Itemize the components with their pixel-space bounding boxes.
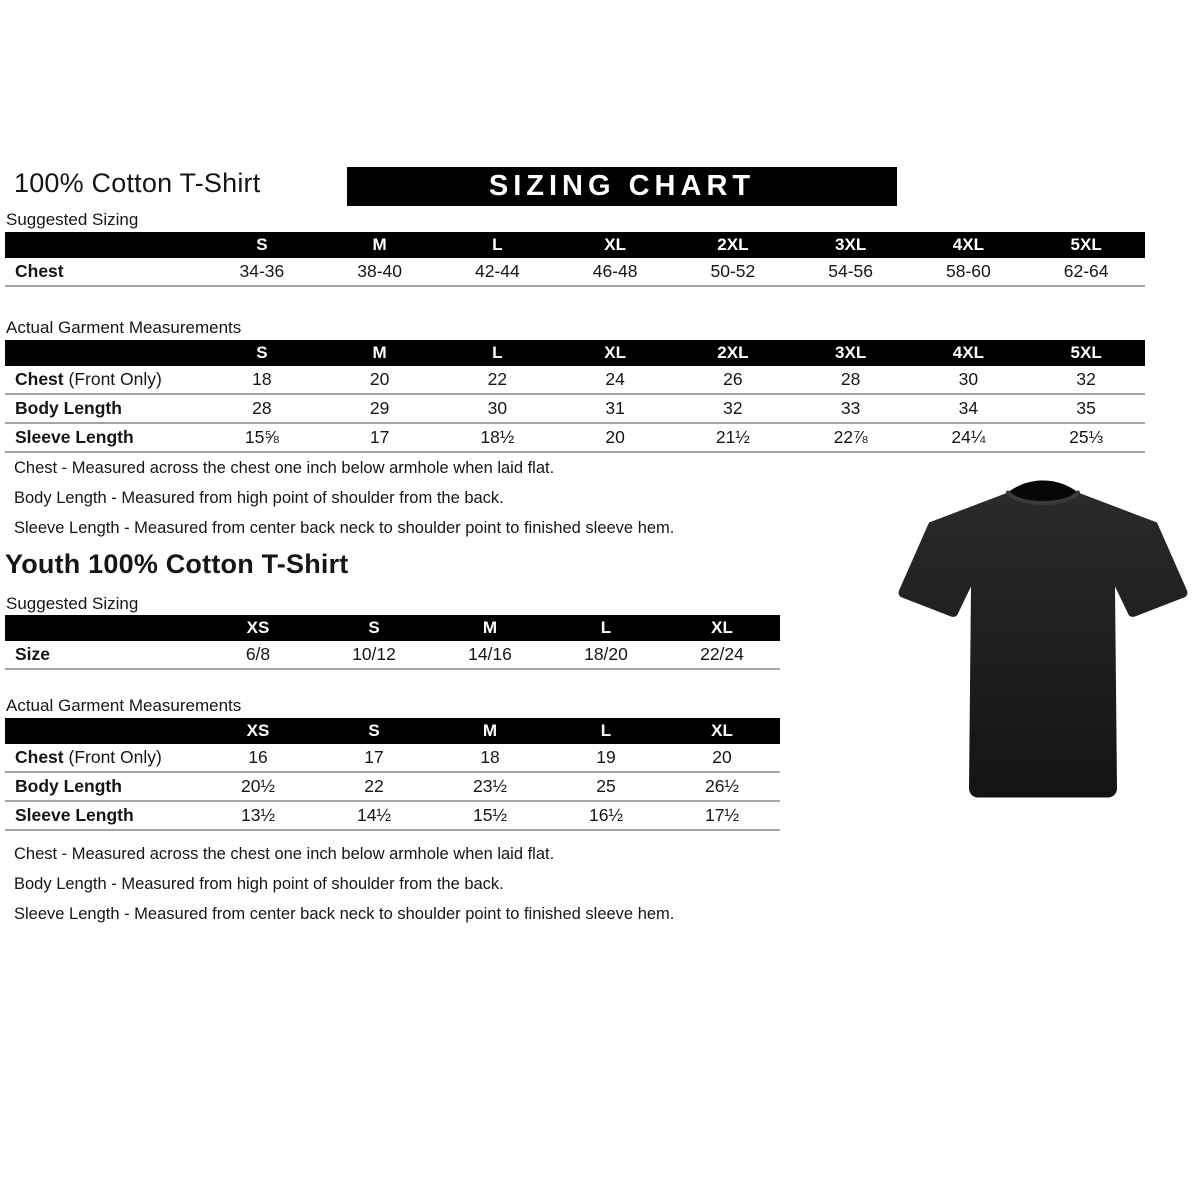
adult-suggested-table — [5, 232, 1145, 287]
table-cell: 17 — [369, 427, 390, 447]
column-header: M — [482, 721, 498, 740]
table-cell: 21½ — [715, 427, 750, 447]
adult-actual-measurements-label: Actual Garment Measurements — [6, 318, 242, 337]
column-header: S — [368, 721, 380, 740]
table-row — [5, 395, 1145, 424]
table-header-row — [5, 718, 780, 744]
table-cell: 17 — [364, 747, 384, 767]
table-cell: 34 — [958, 398, 979, 418]
black-tshirt-image — [893, 468, 1193, 823]
column-header: 3XL — [835, 235, 867, 254]
column-header: 4XL — [952, 235, 984, 254]
table-row — [5, 424, 1145, 453]
table-cell: 32 — [1076, 369, 1096, 389]
table-row — [5, 641, 780, 670]
column-header: L — [600, 618, 612, 637]
table-header-row — [5, 232, 1145, 258]
table-cell: 14½ — [356, 805, 392, 825]
table-cell: 22 — [364, 776, 384, 796]
column-header: XL — [711, 721, 733, 740]
table-cell: 18½ — [480, 427, 515, 447]
table-header-row — [5, 615, 780, 641]
page-title: 100% Cotton T-Shirt — [14, 168, 261, 198]
column-header: M — [372, 343, 387, 362]
table-cell: 18/20 — [584, 644, 628, 664]
adult-notes — [14, 459, 674, 549]
row-label: Chest (Front Only) — [15, 747, 162, 767]
table-cell: 20 — [605, 427, 625, 447]
table-cell: 17½ — [704, 805, 740, 825]
table-cell: 42-44 — [474, 261, 520, 281]
column-header: 3XL — [835, 343, 867, 362]
column-header: 4XL — [952, 343, 984, 362]
table-cell: 31 — [605, 398, 625, 418]
table-row — [5, 366, 1145, 395]
measurement-note: Sleeve Length - Measured from center back neck to shoulder point to finished sleeve hem. — [14, 519, 675, 537]
column-header: 2XL — [717, 235, 749, 254]
table-row — [5, 258, 1145, 287]
table-cell: 20½ — [240, 776, 276, 796]
table-cell: 54-56 — [828, 261, 873, 281]
table-cell: 32 — [723, 398, 743, 418]
youth-suggested-sizing-label: Suggested Sizing — [6, 594, 139, 613]
row-label: Chest — [15, 261, 64, 281]
table-cell: 22 — [487, 369, 508, 389]
table-cell: 16 — [248, 747, 268, 767]
table-row — [5, 802, 780, 831]
table-cell: 30 — [958, 369, 979, 389]
table-cell: 23½ — [472, 776, 508, 796]
table-cell: 20 — [712, 747, 732, 767]
tshirt-graphic — [893, 468, 1193, 823]
table-cell: 24 — [605, 369, 625, 389]
youth-notes — [14, 845, 674, 935]
table-cell: 30 — [487, 398, 508, 418]
column-header: M — [482, 618, 498, 637]
table-cell: 25⅓ — [1069, 427, 1104, 447]
table-cell: 15½ — [472, 805, 508, 825]
table-cell: 18 — [480, 747, 500, 767]
table-cell: 38-40 — [357, 261, 402, 281]
table-cell: 20 — [369, 369, 390, 389]
column-header: 5XL — [1070, 235, 1102, 254]
table-cell: 28 — [252, 398, 272, 418]
row-label: Sleeve Length — [15, 427, 134, 447]
measurement-note: Body Length - Measured from high point of shoulder from the back. — [14, 875, 504, 893]
adult-actual-table — [5, 340, 1145, 453]
youth-section-title: Youth 100% Cotton T-Shirt — [5, 549, 349, 579]
youth-suggested-table — [5, 615, 780, 670]
table-row — [5, 773, 780, 802]
table-cell: 22⅞ — [833, 427, 868, 447]
table-cell: 16½ — [588, 805, 624, 825]
youth-actual-table — [5, 718, 780, 831]
column-header: 2XL — [717, 343, 749, 362]
measurement-note: Chest - Measured across the chest one inch below armhole when laid flat. — [14, 845, 555, 863]
table-cell: 29 — [369, 398, 390, 418]
table-cell: 58-60 — [945, 261, 991, 281]
column-header: 5XL — [1070, 343, 1102, 362]
table-cell: 13½ — [240, 805, 276, 825]
table-cell: 35 — [1076, 398, 1096, 418]
table-cell: 15⅝ — [244, 427, 279, 447]
table-cell: 26 — [723, 369, 743, 389]
table-cell: 19 — [596, 747, 616, 767]
measurement-note: Body Length - Measured from high point of shoulder from the back. — [14, 489, 504, 507]
table-cell: 10/12 — [352, 644, 396, 664]
table-cell: 25 — [596, 776, 616, 796]
table-cell: 28 — [840, 369, 861, 389]
column-header: XS — [246, 618, 270, 637]
column-header: L — [492, 343, 503, 362]
row-label: Body Length — [15, 398, 122, 418]
measurement-note: Chest - Measured across the chest one inch below armhole when laid flat. — [14, 459, 555, 477]
table-row — [5, 744, 780, 773]
column-header: S — [368, 618, 380, 637]
column-header: M — [372, 235, 387, 254]
row-label: Sleeve Length — [15, 805, 134, 825]
column-header: XL — [604, 343, 626, 362]
table-cell: 33 — [840, 398, 861, 418]
table-cell: 18 — [252, 369, 272, 389]
row-label: Body Length — [15, 776, 122, 796]
column-header: XS — [246, 721, 270, 740]
table-cell: 14/16 — [468, 644, 512, 664]
column-header: S — [256, 343, 268, 362]
row-label: Chest (Front Only) — [15, 369, 162, 389]
table-cell: 46-48 — [592, 261, 638, 281]
row-label: Size — [15, 644, 51, 664]
table-cell: 6/8 — [245, 644, 271, 664]
column-header: L — [492, 235, 503, 254]
table-cell: 62-64 — [1063, 261, 1109, 281]
table-cell: 22/24 — [700, 644, 744, 664]
column-header: L — [600, 721, 612, 740]
table-cell: 26½ — [704, 776, 740, 796]
table-cell: 34-36 — [239, 261, 285, 281]
youth-actual-measurements-label: Actual Garment Measurements — [6, 696, 242, 715]
column-header: XL — [711, 618, 733, 637]
column-header: XL — [604, 235, 626, 254]
table-header-row — [5, 340, 1145, 366]
table-cell: 50-52 — [710, 261, 756, 281]
adult-suggested-sizing-label: Suggested Sizing — [6, 210, 139, 229]
measurement-note: Sleeve Length - Measured from center back neck to shoulder point to finished sleeve hem. — [14, 905, 675, 923]
table-cell: 24¼ — [951, 427, 986, 447]
sizing-chart-banner: SIZING CHART — [347, 167, 897, 206]
column-header: S — [256, 235, 268, 254]
